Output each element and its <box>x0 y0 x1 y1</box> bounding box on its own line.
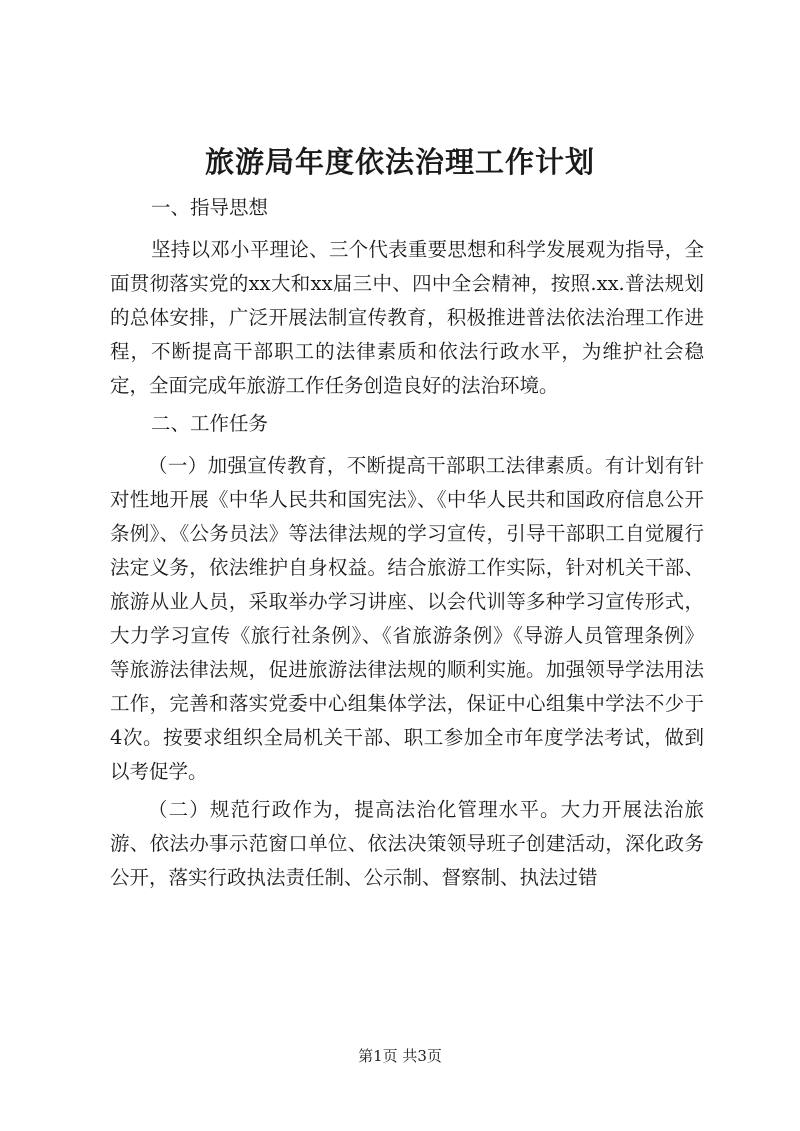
document-body <box>110 191 704 899</box>
page-number-footer: 第1页 共3页 <box>358 1047 442 1065</box>
section-heading-work-tasks: 二、工作任务 <box>151 412 269 435</box>
paragraph-task-1: （一）加强宣传教育，不断提高干部职工法律素质。有计划有针对性地开展《中华人民共和国宪法》、《中华人民共和国政府信息公开条例》、《公务员法》等法律法规的学习宣传，引导干部职工自觉履行法定义务，依法维护自身权益。结合旅游工作实际，针对机关干部、旅游从业人员，采取举办学习讲座、以会代训等多种学习宣传形式，大力学习宣传《旅行社条例》、《省旅游条例》《导游人员管理条例》等旅游法律法规，促进旅游法律法规的顺利实施。加强领导学法用法工作，完善和落实党委中心组集体学法，保证中心组集中学法不少于4次。按要求组织全局机关干部、职工参加全市年度学法考试，做到以考促学。 <box>110 454 704 783</box>
document-title: 旅游局年度依法治理工作计划 <box>204 145 595 179</box>
paragraph-task-2: （二）规范行政作为，提高法治化管理水平。大力开展法治旅游、依法办事示范窗口单位、依法决策领导班子创建活动，深化政务公开，落实行政执法责任制、公示制、督察制、执法过错 <box>110 798 704 889</box>
section-heading-guiding-ideology: 一、指导思想 <box>151 196 269 219</box>
paragraph-guiding-ideology: 坚持以邓小平理论、三个代表重要思想和科学发展观为指导，全面贯彻落实党的xx大和xx届三中、四中全会精神，按照.xx.普法规划的总体安排，广泛开展法制宣传教育，积极推进普法依法治理工作进程，不断提高干部职工的法律素质和依法行政水平，为维护社会稳定，全面完成年旅游工作任务创造良好的法治环境。 <box>110 238 704 397</box>
